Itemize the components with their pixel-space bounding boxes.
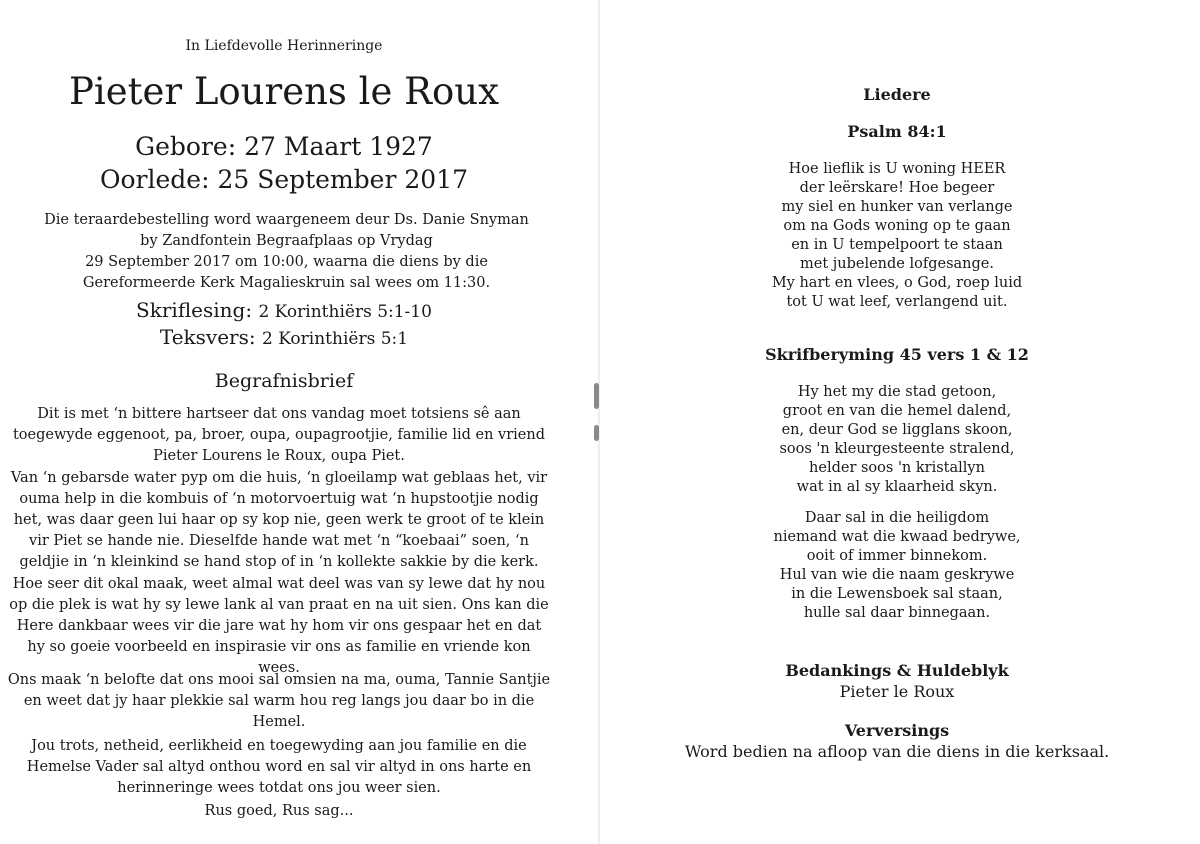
songs-heading: Liedere	[863, 85, 931, 104]
letter-line: op die plek is wat hy sy lewe lank al van praat en na uit sien. Ons kan die	[9, 597, 549, 613]
died-date: 25 September 2017	[217, 165, 469, 194]
letter-line: Dit is met ‘n bittere hartseer dat ons vandag moet totsiens sê aan	[37, 406, 521, 422]
letter-line: Jou trots, netheid, eerlikheid en toegewyding aan jou familie en die	[31, 738, 527, 754]
rhyme-heading: Skrifberyming 45 vers 1 & 12	[765, 345, 1029, 364]
letter-heading: Begrafnisbrief	[214, 370, 354, 392]
verse-line: met jubelende lofgesange.	[800, 256, 994, 272]
reading-label: Skriflesing:	[136, 298, 253, 322]
letter-paragraph	[0, 404, 598, 467]
verse-line: My hart en vlees, o God, roep luid	[771, 275, 1023, 291]
letter-line: het, was daar geen lui haar op sy kop nie, geen werk te groot of te klein	[13, 512, 545, 528]
letter-line: toegewyde eggenoot, pa, broer, oupa, oupagrootjie, familie lid en vriend	[12, 427, 546, 443]
letter-line: Hemelse Vader sal altyd onthou word en sal vir altyd in ons harte en	[26, 759, 532, 775]
reading-value: 2 Korinthiërs 5:1-10	[258, 302, 432, 322]
reading-line	[0, 297, 598, 325]
letter-paragraph	[0, 736, 598, 799]
letter-line: Pieter Lourens le Roux, oupa Piet.	[153, 448, 405, 464]
farewell-line: Rus goed, Rus sag...	[204, 803, 354, 819]
letter-line: Here dankbaar wees vir die jare wat hy hom vir ons gespaar het en dat	[16, 618, 542, 634]
left-page	[0, 0, 598, 844]
text-verse-line	[0, 324, 598, 352]
verse-line: Hoe lieflik is U woning HEER	[788, 161, 1006, 177]
born-date: 27 Maart 1927	[244, 132, 433, 161]
text-verse-value: 2 Korinthiërs 5:1	[261, 329, 409, 349]
letter-paragraph	[0, 670, 598, 733]
verse-line: in die Lewensboek sal staan,	[791, 586, 1003, 602]
funeral-line: 29 September 2017 om 10:00, waarna die diens by die	[85, 254, 488, 270]
verse-line: groot en van die hemel dalend,	[782, 403, 1012, 419]
thanks-name: Pieter le Roux	[839, 682, 955, 701]
letter-line: wees.	[258, 660, 300, 676]
refresh-text: Word bedien na afloop van die diens in die kerksaal.	[684, 742, 1110, 761]
verse-line: en in U tempelpoort te staan	[791, 237, 1003, 253]
letter-line: geldjie in ‘n kleinkind se hand stop of in ‘n kollekte sakkie by die kerk.	[19, 554, 539, 570]
verse-line: hulle sal daar binnegaan.	[803, 605, 991, 621]
verse-line: wat in al sy klaarheid skyn.	[796, 479, 998, 495]
psalm-heading: Psalm 84:1	[847, 122, 947, 141]
letter-line: ouma help in die kombuis of ‘n motorvoertuig wat ‘n hupstootjie nodig	[19, 491, 539, 507]
verse-line: Hy het my die stad getoon,	[797, 384, 997, 400]
letter-line: hy so goeie voorbeeld en inspirasie vir ons as familie en vriende kon	[27, 639, 531, 655]
letter-line: Hemel.	[252, 714, 306, 730]
letter-line: en weet dat jy haar plekkie sal warm hou reg langs jou daar bo in die	[23, 693, 535, 709]
funeral-details	[0, 210, 598, 294]
verse-line: der leërskare! Hoe begeer	[799, 180, 995, 196]
verse-line: Daar sal in die heiligdom	[804, 510, 990, 526]
letter-paragraph	[0, 574, 598, 679]
letter-line: Hoe seer dit okal maak, weet almal wat deel was van sy lewe dat hy nou	[12, 576, 546, 592]
letter-line: herinneringe wees totdat ons jou weer sien.	[117, 780, 441, 796]
refresh-heading: Verversings	[844, 721, 950, 740]
born-label: Gebore:	[135, 132, 237, 161]
verse-line: tot U wat leef, verlangend uit.	[786, 294, 1008, 310]
born-line	[0, 131, 598, 163]
rhyme-stanza	[594, 509, 1200, 623]
funeral-line: by Zandfontein Begraafplaas op Vrydag	[140, 233, 433, 249]
letter-paragraph	[0, 468, 598, 573]
letter-line: vir Piet se hande nie. Dieselfde hande wat met ‘n “koebaai” soen, ‘n	[29, 533, 529, 549]
text-verse-label: Teksvers:	[159, 325, 256, 349]
verse-line: my siel en hunker van verlange	[781, 199, 1013, 215]
thanks-heading: Bedankings & Huldeblyk	[785, 661, 1009, 680]
died-label: Oorlede:	[99, 165, 210, 194]
verse-line: en, deur God se ligglans skoon,	[781, 422, 1013, 438]
memorial-heading: In Liefdevolle Herinneringe	[185, 38, 383, 54]
verse-line: om na Gods woning op te gaan	[783, 218, 1011, 234]
verse-line: soos 'n kleurgesteente stralend,	[779, 441, 1015, 457]
verse-line: Hul van wie die naam geskrywe	[779, 567, 1015, 583]
deceased-name: Pieter Lourens le Roux	[69, 70, 499, 113]
died-line	[0, 164, 598, 196]
funeral-line: Die teraardebestelling word waargeneem deur Ds. Danie Snyman	[44, 212, 529, 228]
right-page	[600, 0, 1200, 844]
funeral-line: Gereformeerde Kerk Magalieskruin sal wees om 11:30.	[82, 275, 491, 291]
verse-line: helder soos 'n kristallyn	[809, 460, 985, 476]
psalm-verse	[594, 160, 1200, 312]
letter-line: Van ‘n gebarsde water pyp om die huis, ‘n gloeilamp wat geblaas het, vir	[10, 470, 548, 486]
verse-line: ooit of immer binnekom.	[806, 548, 988, 564]
letter-line: Ons maak ‘n belofte dat ons mooi sal omsien na ma, ouma, Tannie Santjie	[7, 672, 551, 688]
verse-line: niemand wat die kwaad bedrywe,	[773, 529, 1021, 545]
rhyme-stanza	[594, 383, 1200, 497]
